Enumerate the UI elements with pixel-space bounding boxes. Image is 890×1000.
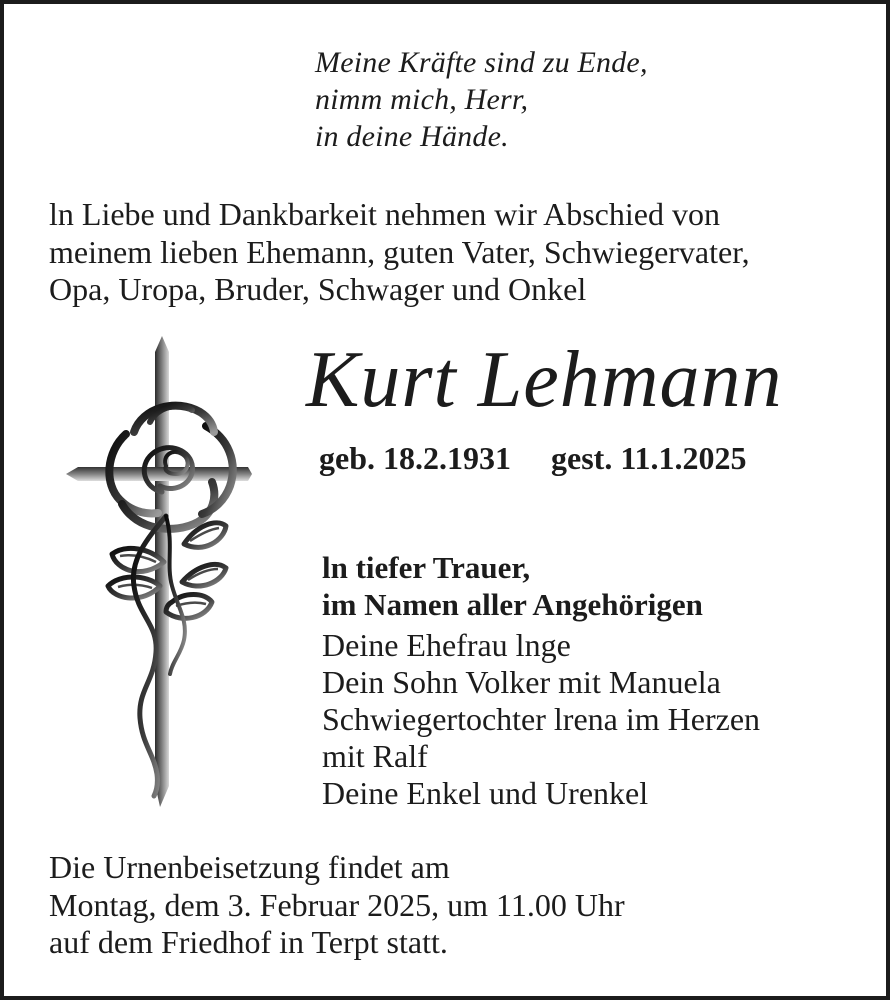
mourners-list — [322, 627, 760, 812]
mourning-lead-line: im Namen aller Angehörigen — [322, 587, 703, 622]
intro-line: meinem lieben Ehemann, guten Vater, Schwiegervater, — [49, 233, 750, 270]
mourner-line: Dein Sohn Volker mit Manuela — [322, 664, 721, 700]
deceased-name: Kurt Lehmann — [306, 336, 783, 424]
epigraph-verse — [315, 44, 648, 155]
mourner-line: mit Ralf — [322, 738, 428, 774]
mourner-line: Deine Enkel und Urenkel — [322, 775, 649, 811]
epigraph-line: Meine Kräfte sind zu Ende, — [315, 46, 648, 79]
epigraph-line: in deine Hände. — [315, 120, 509, 153]
funeral-line: Montag, dem 3. Februar 2025, um 11.00 Uhr — [49, 886, 625, 923]
intro-line: ln Liebe und Dankbarkeit nehmen wir Abschied von — [49, 196, 720, 232]
birth-date: geb. 18.2.1931 — [319, 440, 511, 476]
cross-with-rose-icon — [54, 334, 264, 814]
death-date: gest. 11.1.2025 — [551, 440, 747, 476]
epigraph-line: nimm mich, Herr, — [315, 83, 529, 116]
funeral-info — [49, 849, 625, 962]
mourner-line: Schwiegertochter lrena im Herzen — [322, 701, 761, 737]
intro-paragraph — [49, 196, 750, 309]
intro-line: Opa, Uropa, Bruder, Schwager und Onkel — [49, 271, 587, 307]
cross-horizontal-beam — [66, 467, 252, 481]
mourning-lead-line: ln tiefer Trauer, — [322, 550, 531, 585]
funeral-line: Die Urnenbeisetzung findet am — [49, 849, 450, 885]
mourner-line: Deine Ehefrau lnge — [322, 627, 571, 663]
mourning-lead — [322, 549, 703, 623]
life-dates — [319, 440, 747, 476]
funeral-line: auf dem Friedhof in Terpt statt. — [49, 924, 448, 960]
